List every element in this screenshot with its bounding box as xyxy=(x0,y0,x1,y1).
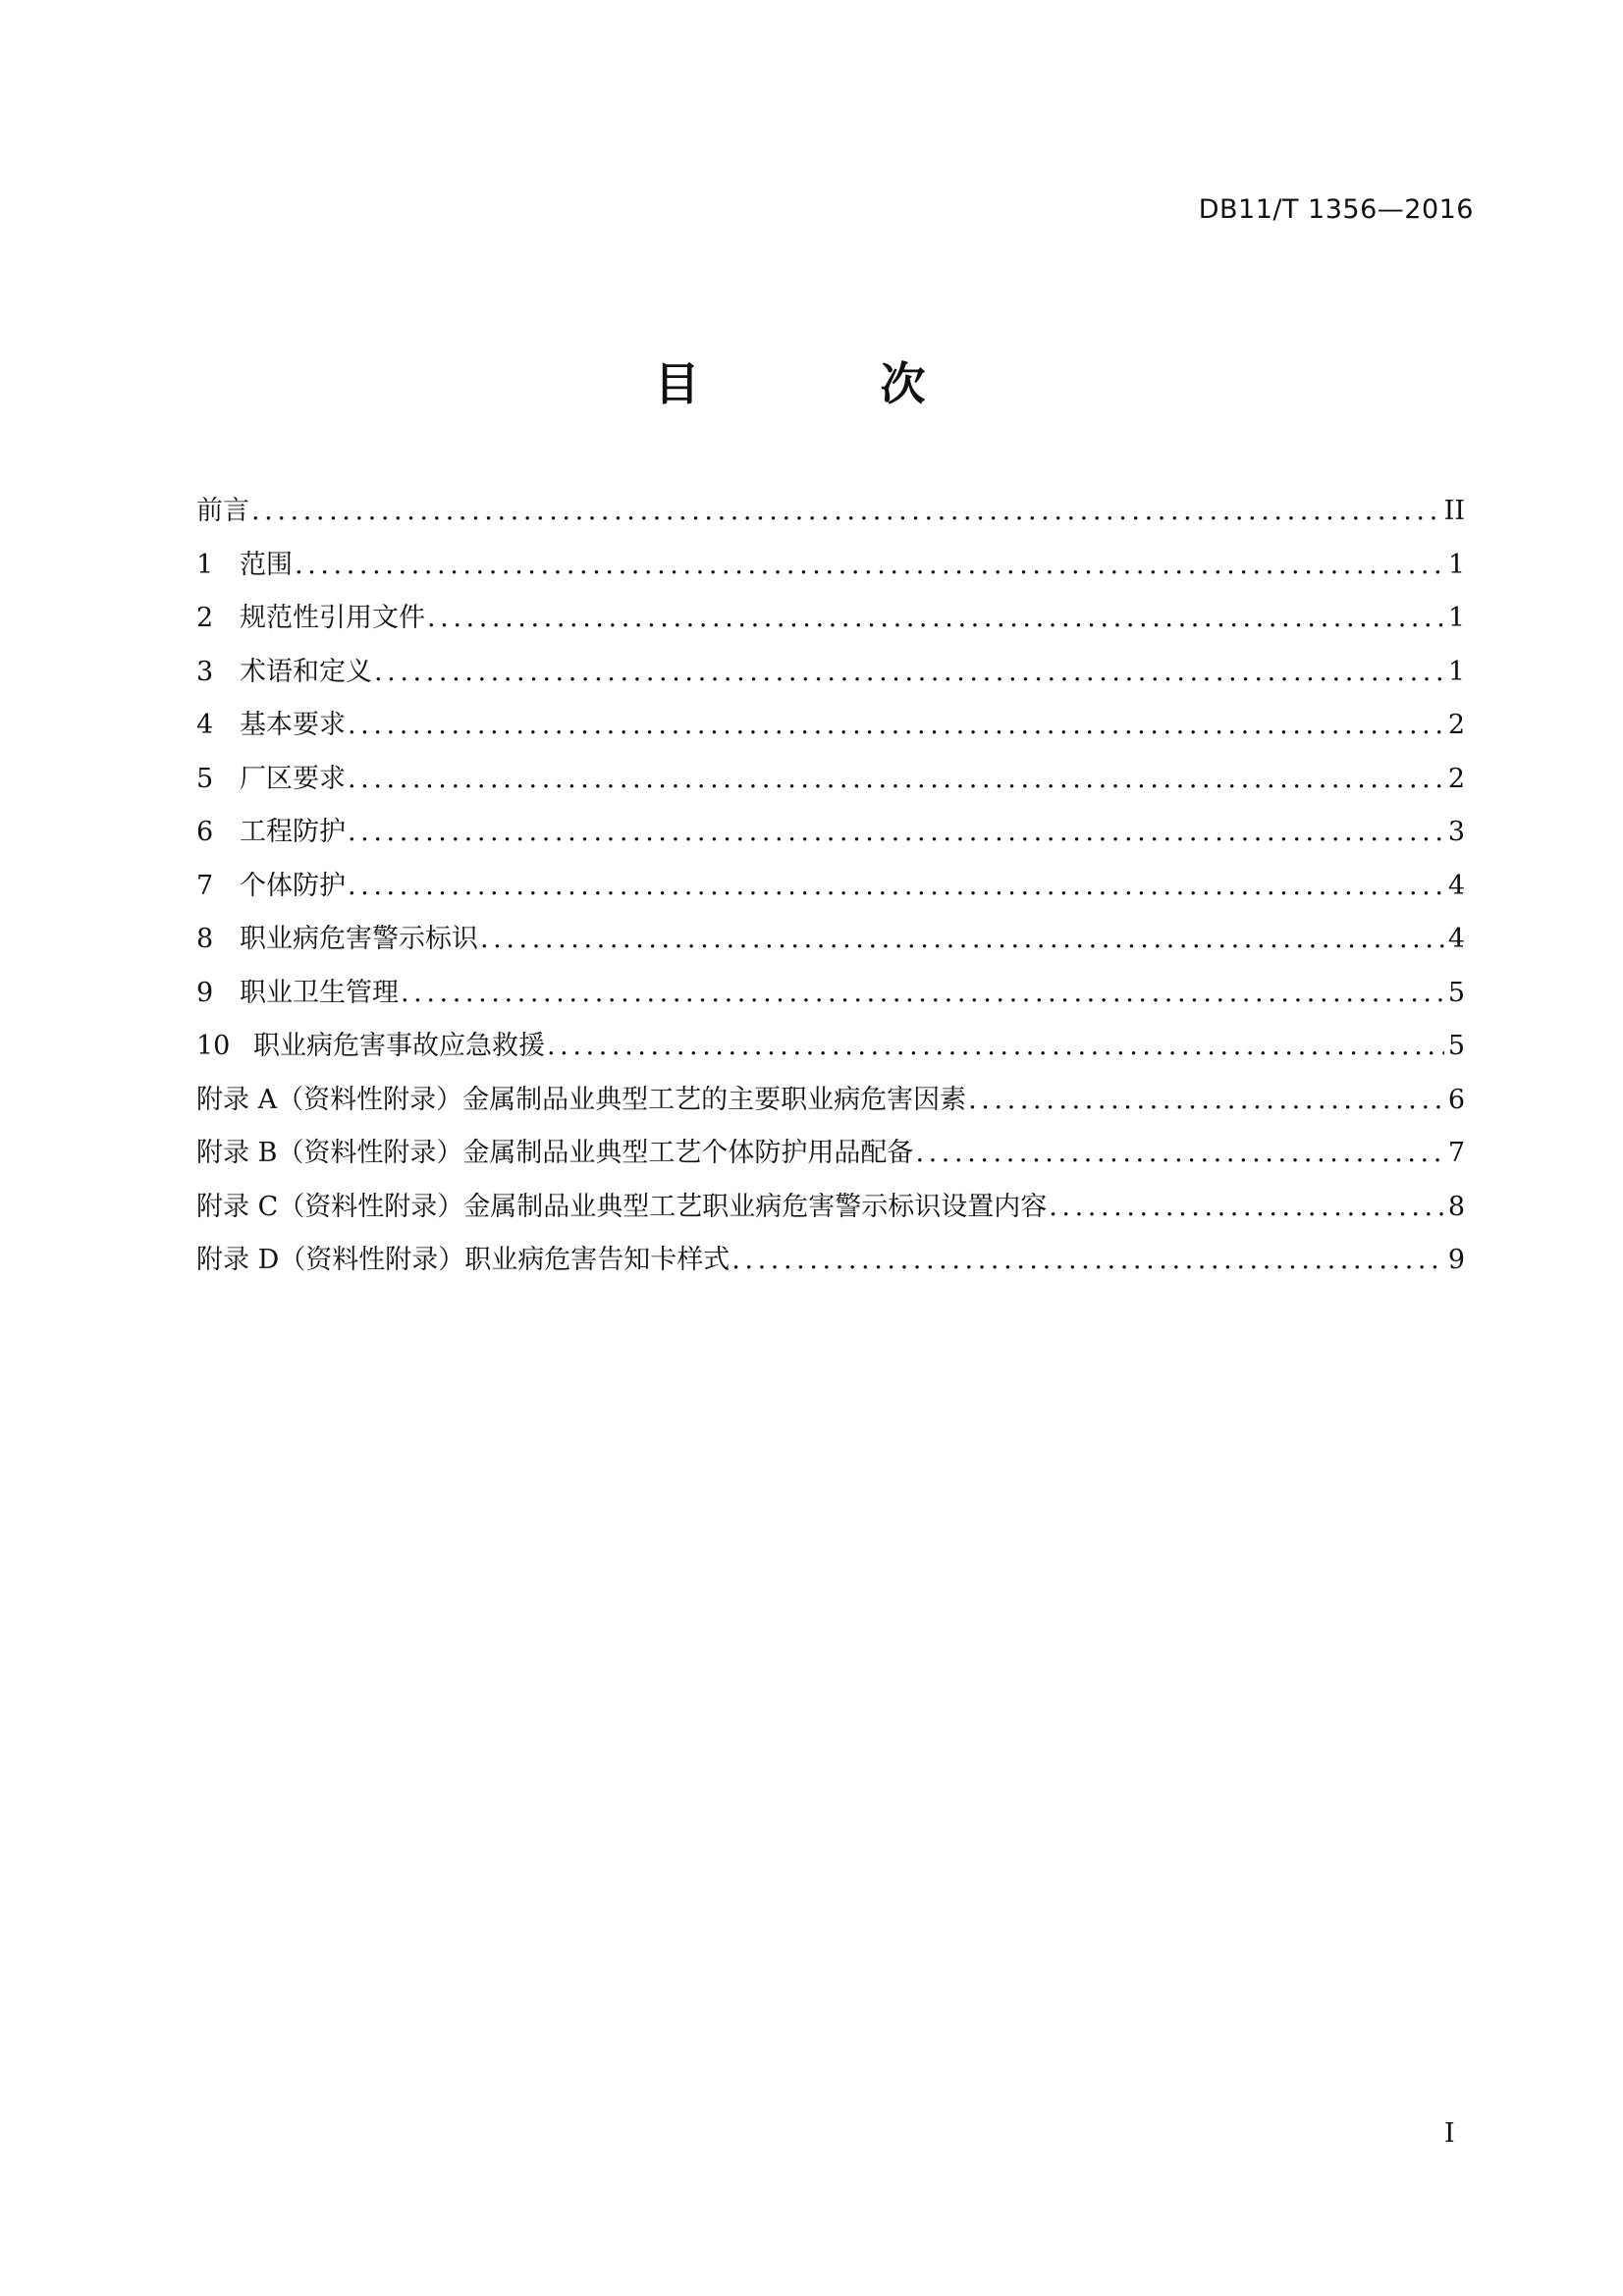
toc-entry-number: 3 xyxy=(196,656,214,687)
toc-entry-page: 4 xyxy=(1447,870,1465,901)
toc-entry-number: 6 xyxy=(196,817,214,847)
toc-entry-label: 职业病危害警示标识 xyxy=(240,924,478,954)
standard-code: DB11/T 1356—2016 xyxy=(1198,194,1474,225)
toc-entry-page: 1 xyxy=(1447,603,1465,633)
toc-entry-label: 职业病危害事故应急救援 xyxy=(253,1031,545,1061)
toc-entry-5[interactable] xyxy=(196,753,1465,807)
toc-entry-label: 个体防护 xyxy=(240,870,346,901)
toc-leader-dots xyxy=(913,1127,1443,1181)
table-of-contents xyxy=(196,485,1465,1288)
toc-leader-dots xyxy=(346,860,1444,914)
toc-entry-appendix-c[interactable] xyxy=(196,1181,1465,1235)
toc-entry-label: 范围 xyxy=(240,549,293,580)
toc-entry-page: 1 xyxy=(1447,656,1465,687)
toc-entry-page: 8 xyxy=(1447,1191,1465,1222)
toc-entry-page: 2 xyxy=(1447,763,1465,794)
toc-entry-label: 附录 B（资料性附录）金属制品业典型工艺个体防护用品配备 xyxy=(196,1138,914,1168)
toc-leader-dots xyxy=(372,646,1444,700)
toc-leader-dots xyxy=(399,967,1444,1021)
toc-leader-dots xyxy=(346,806,1444,860)
toc-entry-2[interactable] xyxy=(196,592,1465,646)
toc-entry-label: 附录 D（资料性附录）职业病危害告知卡样式 xyxy=(196,1245,730,1275)
toc-leader-dots xyxy=(1047,1181,1444,1235)
toc-entry-page: 6 xyxy=(1447,1084,1465,1115)
toc-title: 目 次 xyxy=(654,357,1008,410)
toc-leader-dots xyxy=(346,699,1444,753)
toc-entry-page: 3 xyxy=(1447,817,1465,847)
toc-entry-7[interactable] xyxy=(196,860,1465,914)
toc-entry-page: 7 xyxy=(1447,1138,1465,1168)
toc-entry-4[interactable] xyxy=(196,699,1465,753)
toc-entry-page: II xyxy=(1443,496,1465,526)
toc-entry-number: 5 xyxy=(196,763,214,794)
toc-entry-6[interactable] xyxy=(196,806,1465,860)
toc-entry-page: 5 xyxy=(1447,1031,1465,1061)
toc-leader-dots xyxy=(425,592,1444,646)
toc-leader-dots xyxy=(478,913,1444,967)
toc-entry-3[interactable] xyxy=(196,646,1465,700)
toc-entry-page: 9 xyxy=(1447,1245,1465,1275)
toc-entry-label: 前言 xyxy=(196,496,249,526)
toc-entry-10[interactable] xyxy=(196,1020,1465,1074)
toc-entry-label: 附录 A（资料性附录）金属制品业典型工艺的主要职业病危害因素 xyxy=(196,1084,967,1115)
toc-entry-number: 2 xyxy=(196,603,214,633)
toc-entry-appendix-d[interactable] xyxy=(196,1234,1465,1288)
toc-leader-dots xyxy=(545,1020,1444,1074)
toc-entry-number: 7 xyxy=(196,870,214,901)
toc-entry-number: 4 xyxy=(196,710,214,740)
toc-leader-dots xyxy=(346,753,1444,807)
toc-entry-label: 厂区要求 xyxy=(240,763,346,794)
toc-entry-label: 工程防护 xyxy=(240,817,346,847)
toc-entry-8[interactable] xyxy=(196,913,1465,967)
toc-entry-preface[interactable] xyxy=(196,485,1465,539)
toc-leader-dots xyxy=(293,539,1444,593)
page-number: I xyxy=(1444,2118,1455,2149)
toc-leader-dots xyxy=(966,1074,1444,1128)
toc-entry-label: 附录 C（资料性附录）金属制品业典型工艺职业病危害警示标识设置内容 xyxy=(196,1191,1048,1222)
toc-entry-label: 基本要求 xyxy=(240,710,346,740)
toc-leader-dots xyxy=(730,1234,1444,1288)
toc-entry-number: 8 xyxy=(196,924,214,954)
toc-entry-9[interactable] xyxy=(196,967,1465,1021)
toc-entry-appendix-b[interactable] xyxy=(196,1127,1465,1181)
toc-entry-page: 2 xyxy=(1447,710,1465,740)
toc-entry-number: 9 xyxy=(196,977,214,1008)
toc-entry-page: 5 xyxy=(1447,977,1465,1008)
toc-leader-dots xyxy=(249,485,1440,539)
toc-entry-appendix-a[interactable] xyxy=(196,1074,1465,1128)
toc-entry-label: 术语和定义 xyxy=(240,656,372,687)
toc-entry-number: 1 xyxy=(196,549,214,580)
toc-entry-page: 1 xyxy=(1447,549,1465,580)
toc-entry-label: 规范性引用文件 xyxy=(240,603,425,633)
toc-entry-page: 4 xyxy=(1447,924,1465,954)
toc-entry-number: 10 xyxy=(196,1031,231,1061)
toc-entry-1[interactable] xyxy=(196,539,1465,593)
toc-entry-label: 职业卫生管理 xyxy=(240,977,399,1008)
